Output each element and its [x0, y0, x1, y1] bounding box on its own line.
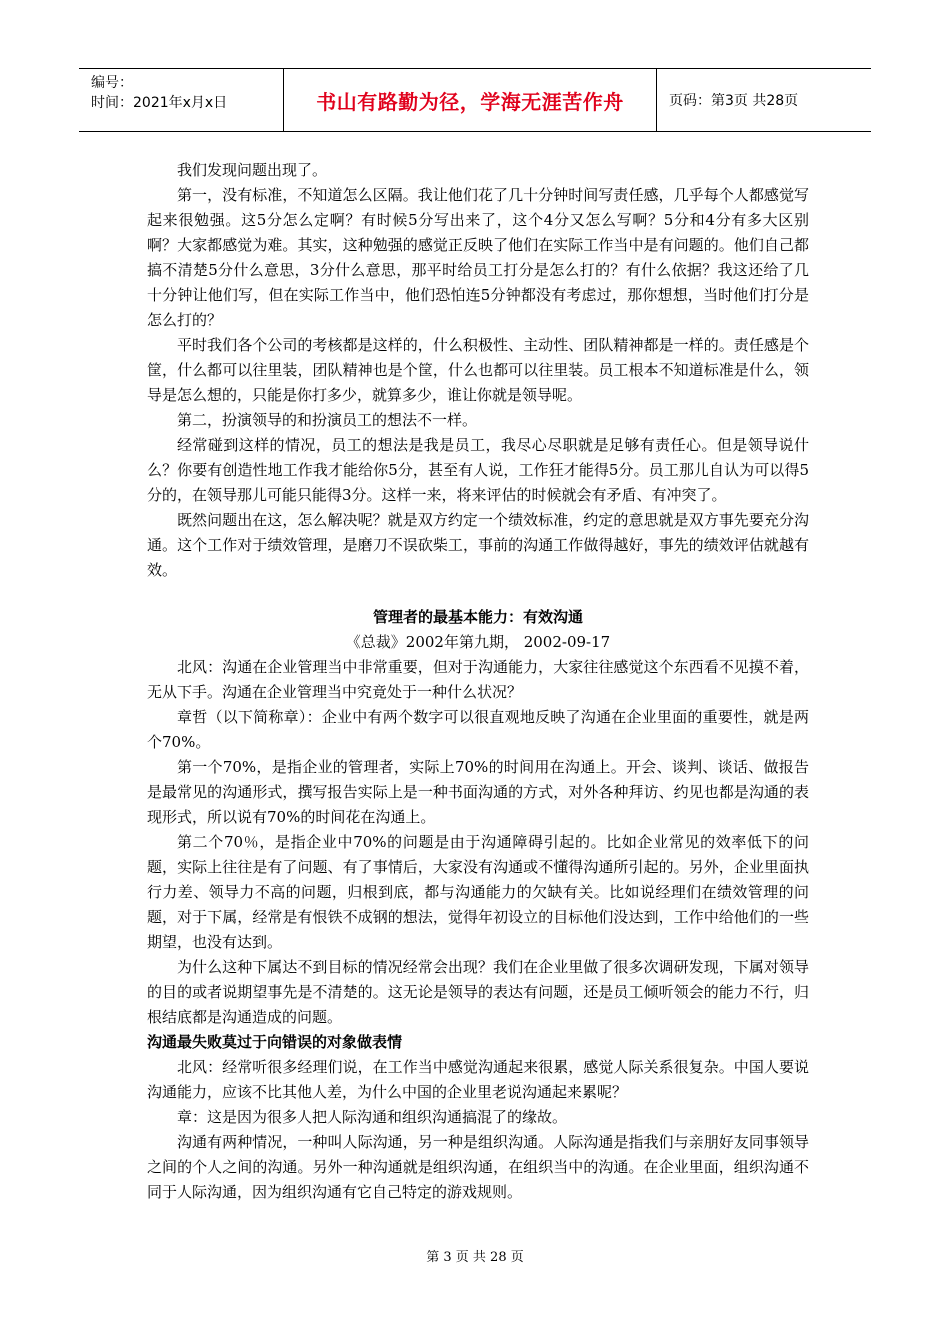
article-paragraph: 第一个70%，是指企业的管理者，实际上70%的时间用在沟通上。开会、谈判、谈话、做报告是最常见的沟通形式，撰写报告实际上是一种书面沟通的方式，对外各种拜访、约见也都是沟通的表现形式，所以说有70%的时间花在沟通上。: [147, 758, 809, 826]
page-header: [79, 68, 871, 132]
body-paragraph: 经常碰到这样的情况，员工的想法是我是员工，我尽心尽职就是足够有责任心。但是领导说什么？你要有创造性地工作我才能给你5分，甚至有人说，工作狂才能得5分。员工那儿自认为可以得5分的，在领导那儿可能只能得3分。这样一来，将来评估的时候就会有矛盾、有冲突了。: [147, 436, 809, 504]
header-meta: [79, 69, 283, 131]
article-paragraph: 北风：经常听很多经理们说，在工作当中感觉沟通起来很累，感觉人际关系很复杂。中国人要说沟通能力，应该不比其他人差，为什么中国的企业里老说沟通起来累呢？: [147, 1058, 809, 1101]
document-body: [147, 158, 809, 1205]
article-paragraph: 章：这是因为很多人把人际沟通和组织沟通搞混了的缘故。: [177, 1108, 568, 1126]
body-paragraph: 第二，扮演领导的和扮演员工的想法不一样。: [177, 411, 478, 429]
article-paragraph: 北风：沟通在企业管理当中非常重要，但对于沟通能力，大家往往感觉这个东西看不见摸不着，无从下手。沟通在企业管理当中究竟处于一种什么状况？: [147, 658, 809, 701]
header-time-label: 时间：2021年x月x日: [91, 95, 228, 111]
body-paragraph: 我们发现问题出现了。: [177, 161, 328, 179]
article-source: 《总裁》2002年第九期， 2002-09-17: [345, 633, 611, 651]
header-motto: 书山有路勤为径，学海无涯苦作舟: [283, 69, 657, 131]
section-heading: 沟通最失败莫过于向错误的对象做表情: [147, 1033, 403, 1051]
header-number-label: 编号：: [91, 75, 133, 91]
page-footer: 第 3 页 共 28 页: [426, 1250, 524, 1265]
article-paragraph: 章哲（以下简称章）：企业中有两个数字可以很直观地反映了沟通在企业里面的重要性，就是两个70%。: [147, 708, 809, 751]
body-paragraph: 第一，没有标准，不知道怎么区隔。我让他们花了几十分钟时间写责任感，几乎每个人都感觉写起来很勉强。这5分怎么定啊？有时候5分写出来了，这个4分又怎么写啊？5分和4分有多大区别啊？大家都感觉为难。其实，这种勉强的感觉正反映了他们在实际工作当中是有问题的。他们自己都搞不清楚5分什么意思，3分什么意思，那平时给员工打分是怎么打的？有什么依据？我这还给了几十分钟让他们写，但在实际工作当中，他们恐怕连5分钟都没有考虑过，那你想想，当时他们打分是怎么打的？: [147, 186, 809, 329]
article-paragraph: 第二个70％，是指企业中70%的问题是由于沟通障碍引起的。比如企业常见的效率低下的问题，实际上往往是有了问题、有了事情后，大家没有沟通或不懂得沟通所引起的。另外，企业里面执行力差、领导力不高的问题，归根到底，都与沟通能力的欠缺有关。比如说经理们在绩效管理的问题，对于下属，经常是有恨铁不成钢的想法，觉得年初设立的目标他们没达到，工作中给他们的一些期望，也没有达到。: [147, 833, 809, 951]
article-title: 管理者的最基本能力：有效沟通: [372, 608, 583, 626]
body-paragraph: 既然问题出在这，怎么解决呢？就是双方约定一个绩效标准，约定的意思就是双方事先要充分沟通。这个工作对于绩效管理，是磨刀不误砍柴工，事前的沟通工作做得越好，事先的绩效评估就越有效。: [147, 511, 809, 579]
article-paragraph: 沟通有两种情况，一种叫人际沟通，另一种是组织沟通。人际沟通是指我们与亲朋好友同事领导之间的个人之间的沟通。另外一种沟通就是组织沟通，在组织当中的沟通。在企业里面，组织沟通不同于人际沟通，因为组织沟通有它自己特定的游戏规则。: [147, 1133, 809, 1201]
body-paragraph: 平时我们各个公司的考核都是这样的，什么积极性、主动性、团队精神都是一样的。责任感是个筐，什么都可以往里装，团队精神也是个筐，什么也都可以往里装。员工根本不知道标准是什么，领导是怎么想的，只能是你打多少，就算多少，谁让你就是领导呢。: [147, 336, 809, 404]
header-page-info: 页码：第3页 共28页: [669, 93, 799, 109]
article-paragraph: 为什么这种下属达不到目标的情况经常会出现？我们在企业里做了很多次调研发现，下属对领导的目的或者说期望事先是不清楚的。这无论是领导的表达有问题，还是员工倾听领会的能力不行，归根结底都是沟通造成的问题。: [147, 958, 809, 1026]
